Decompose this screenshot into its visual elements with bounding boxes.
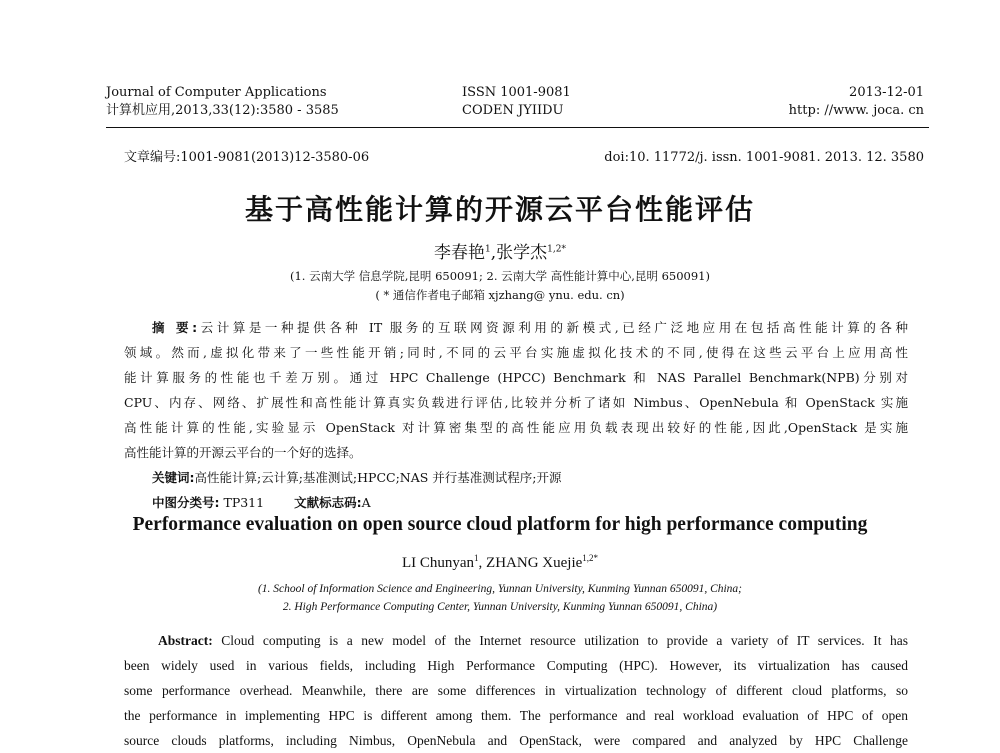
author-1-cn-sup: 1 (485, 244, 491, 255)
authors-cn (0, 238, 1000, 263)
clc-label: 中图分类号: (152, 495, 220, 510)
author-2-en: ZHANG Xuejie (486, 555, 583, 571)
corresponding-email-cn: ( * 通信作者电子邮箱 xjzhang@ ynu. edu. cn) (375, 288, 625, 302)
abstract-cn-line: 高性能计算的开源云平台的一个好的选择。 (124, 445, 362, 460)
clc-value: TP311 (223, 495, 265, 510)
affiliations-cn: (1. 云南大学 信息学院,昆明 650091; 2. 云南大学 高性能计算中心,昆明 650091) (290, 269, 710, 283)
author-separator-en: , (478, 555, 487, 571)
abstract-cn-line: 云计算是一种提供各种 IT 服务的互联网资源利用的新模式,已经广泛地应用在包括高性能计算的各种 (197, 320, 908, 335)
doc-code-label: 文献标志码: (294, 495, 362, 510)
abstract-en-line: source clouds platforms, including Nimbus, OpenNebula and OpenStack, were compared and analyzed by HPC Challenge (124, 733, 908, 748)
author-separator-cn: , (490, 243, 497, 263)
keywords-cn-label: 关键词: (152, 470, 195, 485)
title-cn: 基于高性能计算的开源云平台性能评估 (244, 193, 755, 226)
coden: CODEN JYIIDU (462, 103, 564, 118)
abstract-cn (124, 315, 908, 515)
abstract-cn-line: CPU、内存、网络、扩展性和高性能计算真实负载进行评估,比较并分析了诸如 Nimbus、OpenNebula 和 OpenStack 实施 (124, 395, 908, 410)
abstract-en (124, 628, 908, 753)
author-1-en: LI Chunyan (401, 555, 475, 571)
author-1-cn: 李春艳 (434, 243, 486, 263)
journal-citation-cn: 计算机应用,2013,33(12):3580 - 3585 (106, 103, 339, 118)
abstract-en-label: Abstract: (158, 633, 213, 648)
abstract-en-line: been widely used in various fields, including High Performance Computing (HPC). However, its virtualization has caused (124, 658, 908, 673)
abstract-cn-line: 高性能计算的性能,实验显示 OpenStack 对计算密集型的高性能应用负载表现出较好的性能,因此,OpenStack 是实施 (124, 420, 908, 435)
doc-code-value: A (361, 495, 371, 510)
affiliation-en-1: (1. School of Information Science and Engineering, Yunnan University, Kunming Yunnan 650091, China; (257, 583, 743, 595)
abstract-en-line: Cloud computing is a new model of the Internet resource utilization to provide a variety of IT services. It has (221, 633, 908, 648)
title-en: Performance evaluation on open source cloud platform for high performance computing (132, 514, 868, 535)
author-2-en-sup: 1,2* (582, 553, 599, 563)
author-2-cn: 张学杰 (496, 243, 548, 263)
authors-en (0, 555, 1000, 572)
author-2-cn-sup: 1,2* (547, 244, 566, 255)
issn: ISSN 1001-9081 (462, 85, 571, 100)
journal-name-en: Journal of Computer Applications (106, 85, 327, 100)
article-number: 文章编号:1001-9081(2013)12-3580-06 (124, 150, 370, 165)
header-rule (106, 127, 929, 128)
classification-cn (124, 490, 908, 515)
abstract-cn-line: 领域。然而,虚拟化带来了一些性能开销;同时,不同的云平台实施虚拟化技术的不同,使得在这些云平台上应用高性 (124, 345, 908, 360)
publish-date: 2013-12-01 (849, 85, 924, 100)
keywords-cn (124, 465, 908, 490)
doi[interactable]: doi:10. 11772/j. issn. 1001-9081. 2013. 12. 3580 (604, 150, 924, 165)
abstract-en-line: the performance in implementing HPC is different among them. The performance and real workload evaluation of HPC of open (124, 708, 908, 723)
affiliation-en-2: 2. High Performance Computing Center, Yunnan University, Kunming Yunnan 650091, China) (282, 601, 718, 613)
abstract-cn-line: 能计算服务的性能也千差万别。通过 HPC Challenge (HPCC) Benchmark 和 NAS Parallel Benchmark(NPB)分别对 (124, 370, 908, 385)
abstract-cn-label: 摘 要: (152, 320, 198, 335)
author-1-en-sup: 1 (474, 553, 479, 563)
journal-url[interactable]: http: //www. joca. cn (788, 103, 924, 118)
abstract-en-line: some performance overhead. Meanwhile, there are some differences in virtualization technology of different cloud platforms, so (124, 683, 908, 698)
keywords-cn-value: 高性能计算;云计算;基准测试;HPCC;NAS 并行基准测试程序;开源 (194, 470, 562, 485)
